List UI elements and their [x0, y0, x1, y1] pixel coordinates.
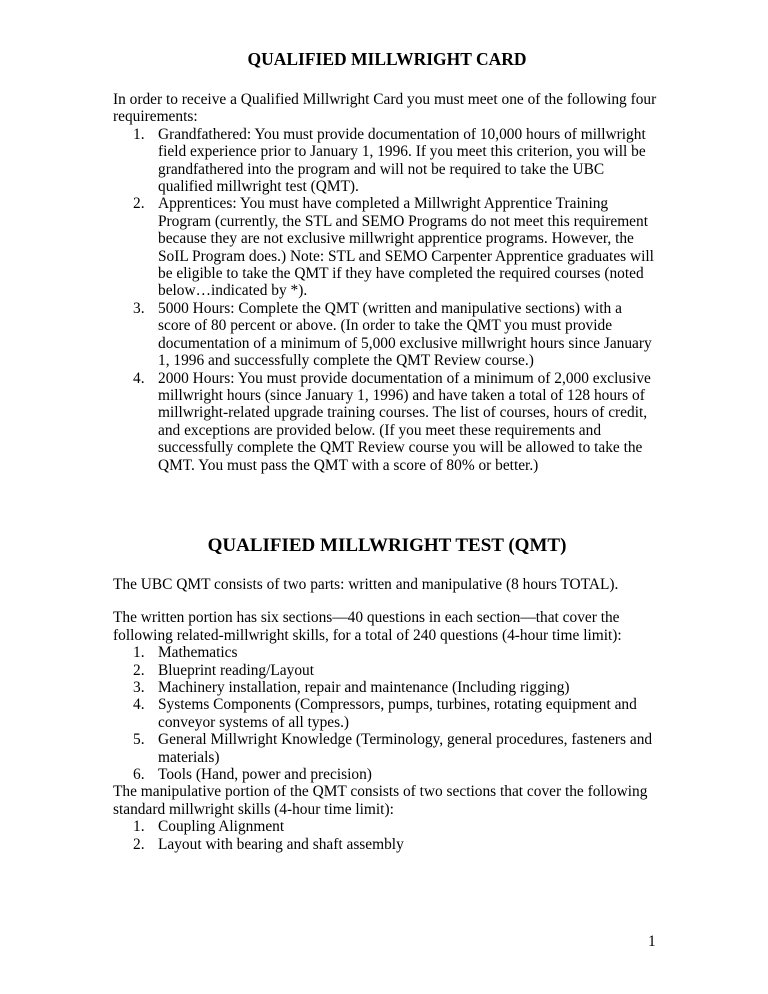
- section-text: General Millwright Knowledge (Terminology, general procedures, fasteners and materials): [158, 731, 653, 766]
- card-title: QUALIFIED MILLWRIGHT CARD: [247, 49, 527, 69]
- list-item: [113, 679, 658, 696]
- list-number: 4.: [133, 369, 145, 387]
- qmt-parts-text: The UBC QMT consists of two parts: written and manipulative (8 hours TOTAL).: [113, 575, 619, 593]
- requirements-list: [113, 126, 658, 474]
- section-text: Machinery installation, repair and maintenance (Including rigging): [158, 678, 570, 696]
- paragraph-gap: [113, 593, 658, 609]
- card-intro: In order to receive a Qualified Millwright Card you must meet one of the following four requirements:: [113, 91, 657, 126]
- section-text: Layout with bearing and shaft assembly: [158, 835, 404, 853]
- list-number: 3.: [133, 678, 145, 696]
- manipulative-sections-list: [113, 818, 658, 853]
- list-item: [113, 731, 658, 766]
- list-item: [113, 766, 658, 783]
- manipulative-intro: The manipulative portion of the QMT consists of two sections that cover the following standard millwright skills (4-hour time limit):: [113, 783, 648, 818]
- list-number: 2.: [133, 195, 145, 213]
- section-text: Systems Components (Compressors, pumps, turbines, rotating equipment and conveyor systems of all types.): [158, 696, 637, 731]
- list-number: 5.: [133, 731, 145, 749]
- list-item: [113, 644, 658, 661]
- requirement-text: 5000 Hours: Complete the QMT (written and manipulative sections) with a score of 80 percent or above. (In order to take the QMT you must provide documentation of a minimum of 5,000 exclusive millwright hours since January 1, 1996 and successfully complete the QMT Review course.): [158, 299, 652, 370]
- list-number: 2.: [133, 835, 145, 853]
- page-number: 1: [648, 933, 656, 950]
- list-number: 1.: [133, 818, 145, 836]
- list-number: 1.: [133, 644, 145, 662]
- list-number: 3.: [133, 299, 145, 317]
- list-number: 6.: [133, 766, 145, 783]
- section-text: Tools (Hand, power and precision): [158, 766, 372, 783]
- list-item: [113, 370, 658, 474]
- written-intro: The written portion has six sections—40 questions in each section—that cover the following related-millwright skills, for a total of 240 questions (4-hour time limit):: [113, 609, 622, 644]
- list-item: [113, 696, 658, 731]
- requirement-text: Apprentices: You must have completed a Millwright Apprentice Training Program (currently, the STL and SEMO Programs do not meet this requirement because they are not exclusive millwright apprentice programs. However, the SoIL Program does.) Note: STL and SEMO Carpenter Apprentice graduates will be eligible to take the QMT if they have completed the required courses (noted below…indicated by *).: [158, 195, 654, 300]
- qmt-title: QUALIFIED MILLWRIGHT TEST (QMT): [207, 534, 567, 556]
- requirement-text: Grandfathered: You must provide documentation of 10,000 hours of millwright field experience prior to January 1, 1996. If you meet this criterion, you will be grandfathered into the program and will not be required to take the UBC qualified millwright test (QMT).: [158, 125, 646, 196]
- document-page: [113, 48, 658, 853]
- section-text: Mathematics: [158, 644, 238, 662]
- list-item: [113, 300, 658, 370]
- list-item: [113, 818, 658, 835]
- list-item: [113, 662, 658, 679]
- list-item: [113, 836, 658, 853]
- list-item: [113, 126, 658, 196]
- list-number: 2.: [133, 661, 145, 679]
- requirement-text: 2000 Hours: You must provide documentation of a minimum of 2,000 exclusive millwright hours (since January 1, 1996) and have taken a total of 128 hours of millwright-related upgrade training courses. The list of courses, hours of credit, and exceptions are provided below. (If you meet these requirements and successfully complete the QMT Review course you will be allowed to take the QMT. You must pass the QMT with a score of 80% or better.): [158, 369, 651, 474]
- section-text: Coupling Alignment: [158, 818, 285, 836]
- written-sections-list: [113, 644, 658, 783]
- section-text: Blueprint reading/Layout: [158, 661, 315, 679]
- list-item: [113, 195, 658, 299]
- list-number: 4.: [133, 696, 145, 714]
- list-number: 1.: [133, 125, 145, 143]
